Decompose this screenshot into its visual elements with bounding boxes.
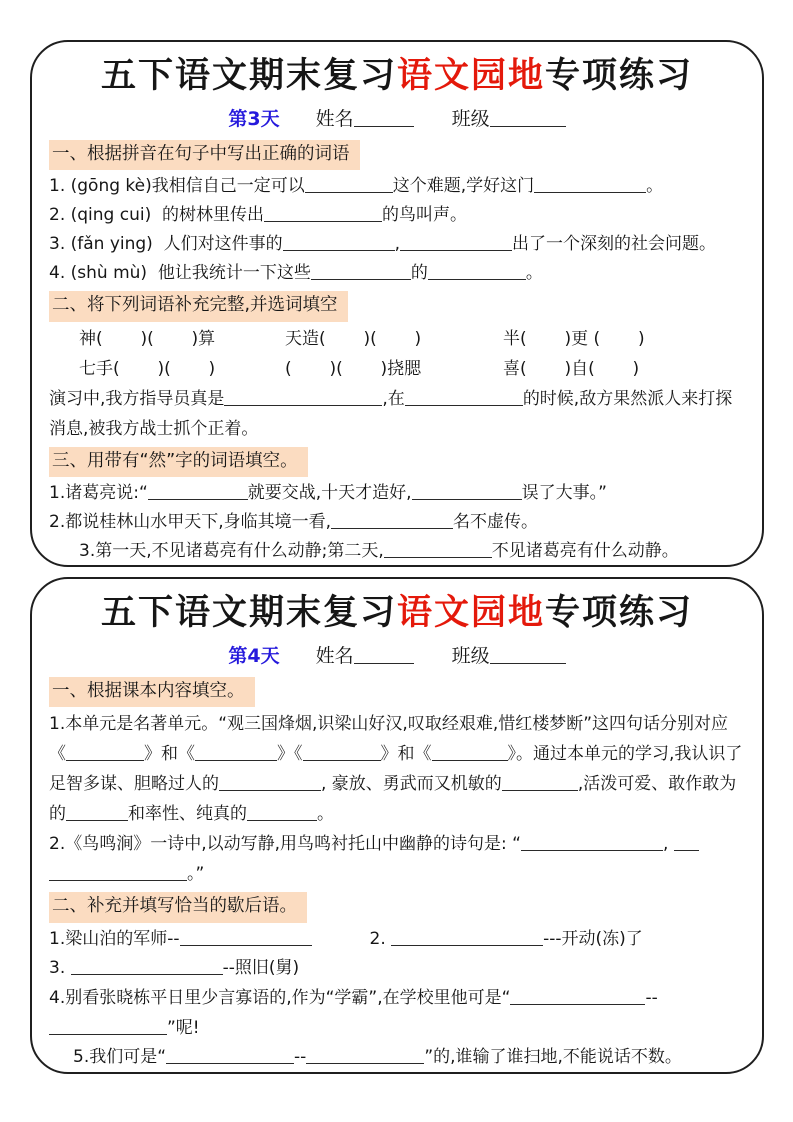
text-run: 3. xyxy=(49,957,71,978)
idiom-cell: 神( )( )算 xyxy=(79,328,216,349)
text-run: 。 xyxy=(646,176,664,197)
subtitle-row xyxy=(49,641,745,668)
class-label: 班级 xyxy=(451,108,490,131)
text-run: -- xyxy=(294,1046,307,1067)
fill-in-blank xyxy=(432,746,508,761)
fill-in-blank xyxy=(195,746,277,761)
idiom-row xyxy=(79,354,745,384)
fill-in-blank xyxy=(384,543,492,558)
section-2-heading: 二、将下列词语补充完整,并选词填空 xyxy=(49,291,348,321)
title-text-highlighted: 语文园地 xyxy=(396,56,545,95)
title-text-pre: 五下语文期末复习 xyxy=(100,56,397,95)
text-run: 5.我们可是“ xyxy=(73,1046,167,1067)
question-line xyxy=(49,479,745,508)
class-blank xyxy=(490,112,566,127)
text-run: 》和《 xyxy=(380,744,432,765)
class-label: 班级 xyxy=(451,645,490,668)
text-run: ”呢! xyxy=(167,1017,200,1038)
fill-in-paragraph xyxy=(49,384,745,444)
text-run: -- xyxy=(645,987,658,1008)
section-1-heading-line xyxy=(49,677,745,707)
question-line xyxy=(49,201,745,230)
question-line xyxy=(49,925,745,954)
section-3-heading: 三、用带有“然”字的词语填空。 xyxy=(49,447,308,477)
fill-in-blank xyxy=(502,776,578,791)
fill-in-blank xyxy=(247,806,317,821)
fill-in-blank xyxy=(303,746,381,761)
name-blank xyxy=(354,649,414,664)
text-run: 1.梁山泊的军师-- xyxy=(49,928,180,949)
text-run: 和率性、纯真的 xyxy=(128,804,247,825)
fill-in-blank xyxy=(283,236,395,251)
page-title xyxy=(49,589,745,636)
idiom-cell: 七手( )( ) xyxy=(79,358,216,379)
fill-in-blank xyxy=(148,485,248,500)
text-run: 2.《鸟鸣涧》一诗中,以动写静,用鸟鸣衬托山中幽静的诗句是: “ xyxy=(49,834,521,855)
idiom-cell: 半( )更 ( ) xyxy=(503,328,645,349)
text-run: 的时候,敌方果然派人来打探消息,被我方战士抓个正着。 xyxy=(49,388,733,439)
fill-in-blank xyxy=(428,265,526,280)
text-run: --照旧(舅) xyxy=(222,957,300,978)
text-run: 。 xyxy=(317,804,334,825)
text-run: 的 xyxy=(410,263,428,284)
text-run: ---开动(冻)了 xyxy=(543,928,643,949)
fill-in-paragraph xyxy=(49,709,745,829)
page-title xyxy=(49,52,745,99)
name-label: 姓名 xyxy=(315,108,354,131)
fill-in-blank xyxy=(66,746,144,761)
question-line xyxy=(49,259,745,288)
spacer xyxy=(49,555,79,556)
section-2-heading-line xyxy=(49,291,745,321)
text-run: , 豪放、勇武而又机敏的 xyxy=(321,774,502,795)
spacer xyxy=(312,943,370,944)
fill-in-blank xyxy=(510,990,645,1005)
fill-in-blank xyxy=(311,265,411,280)
text-run: 1. (gōng kè)我相信自己一定可以 xyxy=(49,176,305,197)
name-blank xyxy=(354,112,414,127)
idiom-cell: 喜( )自( ) xyxy=(503,358,640,379)
question-line xyxy=(49,983,745,1043)
fill-in-blank xyxy=(49,866,187,881)
section-2-heading-line xyxy=(49,892,745,922)
title-text-post: 专项练习 xyxy=(545,593,694,632)
fill-in-blank xyxy=(412,485,522,500)
title-text-pre: 五下语文期末复习 xyxy=(100,593,397,632)
text-run: 1.诸葛亮说:“ xyxy=(49,482,148,503)
fill-in-blank xyxy=(400,236,512,251)
section-1-heading-line xyxy=(49,140,745,170)
fill-in-blank xyxy=(71,960,223,975)
text-run: 1.本单元是名著单元。“观三国烽烟,识梁山好汉,叹取经艰难,惜红楼梦断”这四句话分别对应《 xyxy=(49,714,729,765)
question-line xyxy=(49,537,745,566)
fill-in-blank xyxy=(219,776,321,791)
fill-in-paragraph xyxy=(49,829,745,889)
text-run: 不见诸葛亮有什么动静。 xyxy=(491,540,679,561)
worksheet-page-day4 xyxy=(30,577,764,1074)
title-text-post: 专项练习 xyxy=(545,56,694,95)
class-blank xyxy=(490,649,566,664)
name-label: 姓名 xyxy=(315,645,354,668)
text-run: , xyxy=(662,834,674,855)
subtitle-row xyxy=(49,104,745,131)
fill-in-blank xyxy=(224,391,382,406)
text-run: 演习中,我方指导员真是 xyxy=(49,388,225,409)
worksheet-page-day3 xyxy=(30,40,764,567)
fill-in-blank xyxy=(49,1020,167,1035)
text-run: 》《 xyxy=(277,744,303,765)
text-run: 名不虚传。 xyxy=(453,511,539,532)
text-run: 2. xyxy=(369,928,392,949)
section-1-heading: 一、根据拼音在句子中写出正确的词语 xyxy=(49,140,360,170)
text-run: 》和《 xyxy=(144,744,195,765)
question-line xyxy=(49,508,745,537)
text-run: ,活泼可爱、敢作敢为的 xyxy=(49,774,737,825)
fill-in-blank xyxy=(66,806,128,821)
fill-in-blank xyxy=(305,178,393,193)
fill-in-blank xyxy=(331,514,453,529)
text-run: 2. (qing cui) 的树林里传出 xyxy=(49,205,265,226)
section-2-heading: 二、补充并填写恰当的歇后语。 xyxy=(49,892,307,922)
text-run: ,在 xyxy=(382,388,405,409)
text-run: 。 xyxy=(525,263,543,284)
section-3-heading-line xyxy=(49,447,745,477)
fill-in-blank xyxy=(391,931,543,946)
idiom-row xyxy=(79,324,745,354)
text-run: 。” xyxy=(187,864,205,885)
text-run: 这个难题,学好这门 xyxy=(392,176,535,197)
day-label: 第3天 xyxy=(228,108,280,131)
text-run: ”的,谁输了谁扫地,不能说话不数。 xyxy=(424,1046,682,1067)
text-run: 4.别看张晓栋平日里少言寡语的,作为“学霸”,在学校里他可是“ xyxy=(49,987,511,1008)
question-line xyxy=(49,230,745,259)
idiom-cell: ( )( )挠腮 xyxy=(285,358,422,379)
fill-in-blank xyxy=(264,207,382,222)
text-run: 3. (fǎn ying) 人们对这件事的 xyxy=(49,234,283,255)
fill-in-blank xyxy=(534,178,646,193)
fill-in-blank xyxy=(405,391,523,406)
title-text-highlighted: 语文园地 xyxy=(396,593,545,632)
text-run: 4. (shù mù) 他让我统计一下这些 xyxy=(49,263,311,284)
text-run: , xyxy=(394,234,401,255)
text-run: 3.第一天,不见诸葛亮有什么动静;第二天, xyxy=(79,540,384,561)
day-label: 第4天 xyxy=(228,645,280,668)
text-run: 2.都说桂林山水甲天下,身临其境一看, xyxy=(49,511,332,532)
question-line xyxy=(49,954,745,983)
question-line xyxy=(49,172,745,201)
fill-in-blank xyxy=(180,931,312,946)
text-run: 》。通过本单元的学习,我认识了足智多谋、胆略过人的 xyxy=(49,744,743,795)
text-run: 误了大事。” xyxy=(521,482,607,503)
fill-in-blank xyxy=(674,836,699,851)
spacer xyxy=(49,1061,73,1062)
text-run: 的鸟叫声。 xyxy=(382,205,468,226)
text-run: 就要交战,十天才造好, xyxy=(247,482,412,503)
idiom-cell: 天造( )( ) xyxy=(285,328,422,349)
section-1-heading: 一、根据课本内容填空。 xyxy=(49,677,255,707)
fill-in-blank xyxy=(306,1049,424,1064)
question-line xyxy=(49,1043,745,1072)
text-run: 出了一个深刻的社会问题。 xyxy=(512,234,717,255)
fill-in-blank xyxy=(521,836,663,851)
fill-in-blank xyxy=(166,1049,294,1064)
